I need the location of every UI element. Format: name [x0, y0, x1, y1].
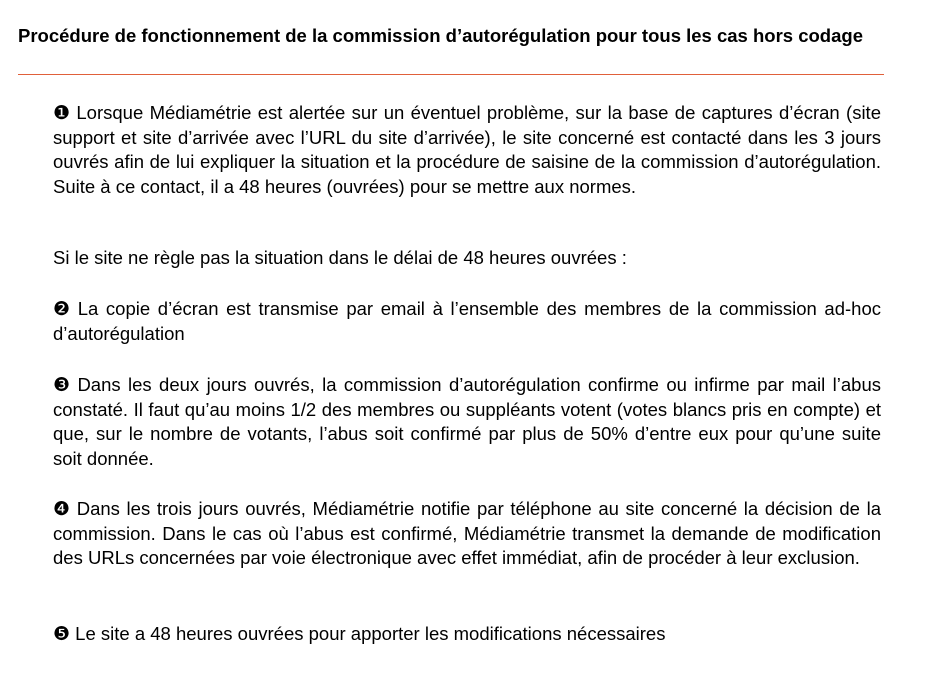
step-3-paragraph	[53, 373, 881, 471]
step-4-paragraph	[53, 497, 881, 571]
step-3-number-icon: ❸	[53, 374, 71, 396]
title-underline-divider	[18, 74, 884, 75]
step-1-number-icon: ❶	[53, 102, 71, 124]
step-3-text: Dans les deux jours ouvrés, la commission d’autorégulation confirme ou infirme par mail l’abus constaté. Il faut qu’au moins 1/2 des membres ou suppléants votent (votes blancs pris en compte) et que, sur le nombre de votants, l’abus soit confirmé par plus de 50% d’entre eux pour qu’une suite soit donnée.	[53, 374, 881, 469]
condition-paragraph: Si le site ne règle pas la situation dans le délai de 48 heures ouvrées :	[53, 247, 627, 268]
step-1-text: Lorsque Médiamétrie est alertée sur un éventuel problème, sur la base de captures d’écran (site support et site d’arrivée avec l’URL du site d’arrivée), le site concerné est contacté dans les 3 jours ouvrés afin de lui expliquer la situation et la procédure de saisine de la commission d’autorégulation. Suite à ce contact, il a 48 heures (ouvrées) pour se mettre aux normes.	[53, 102, 881, 197]
step-4-text: Dans les trois jours ouvrés, Médiamétrie notifie par téléphone au site concerné la décision de la commission. Dans le cas où l’abus est confirmé, Médiamétrie transmet la demande de modification des URLs concernées par voie électronique avec effet immédiat, afin de procéder à leur exclusion.	[53, 498, 881, 568]
page-title: Procédure de fonctionnement de la commission d’autorégulation pour tous les cas hors codage	[18, 25, 863, 46]
step-5-number-icon: ❺	[53, 623, 71, 645]
step-2-number-icon: ❷	[53, 298, 71, 320]
step-2-text: La copie d’écran est transmise par email à l’ensemble des membres de la commission ad-hoc d’autorégulation	[53, 298, 881, 344]
step-4-number-icon: ❹	[53, 498, 71, 520]
step-5-text: Le site a 48 heures ouvrées pour apporter les modifications nécessaires	[70, 623, 666, 644]
step-2-paragraph	[53, 297, 881, 346]
step-1-paragraph	[53, 101, 881, 199]
step-5-paragraph	[53, 622, 881, 647]
